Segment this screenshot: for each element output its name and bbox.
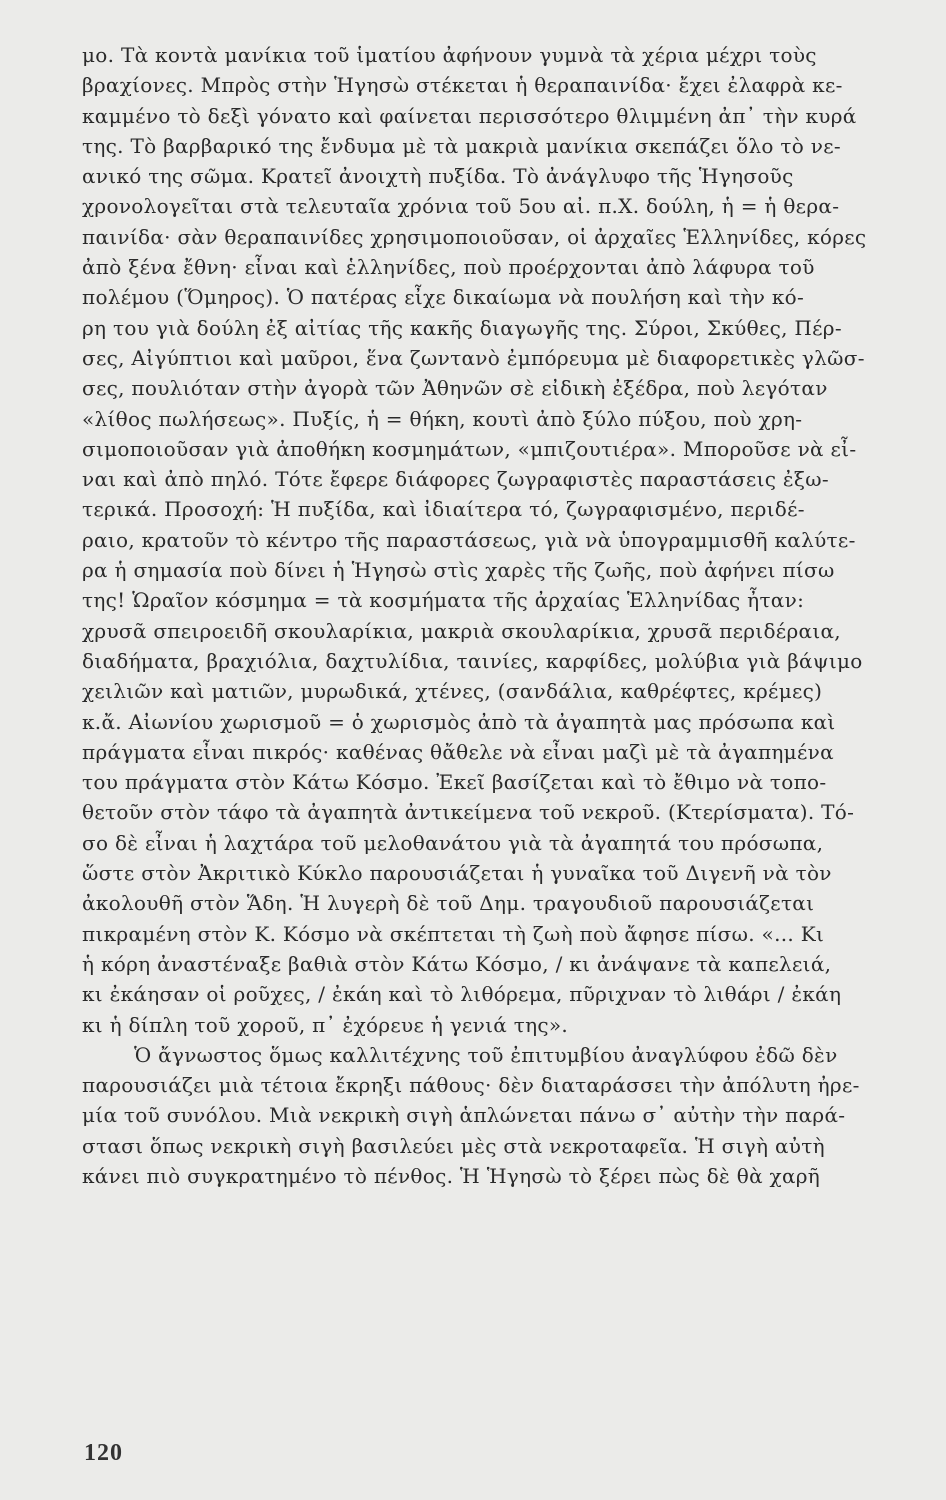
text-line: κι ἐκάησαν οἱ ροῦχες, / ἐκάη καὶ τὸ λιθόρεμα, πῦριχναν τὸ λιθάρι / ἐκάη — [82, 982, 842, 1007]
text-line: σες, Αἰγύπτιοι καὶ μαῦροι, ἕνα ζωντανὸ ἐμπόρευμα μὲ διαφορετικὲς γλῶσ- — [82, 345, 865, 370]
text-line: ναι καὶ ἀπὸ πηλό. Τότε ἔφερε διάφορες ζωγραφιστὲς παραστάσεις ἐξω- — [82, 467, 829, 492]
text-line: ἀκολουθῆ στὸν Ἅδη. Ἡ λυγερὴ δὲ τοῦ Δημ. τραγουδιοῦ παρουσιάζεται — [82, 891, 815, 916]
text-line: ὥστε στὸν Ἀκριτικὸ Κύκλο παρουσιάζεται ἡ γυναῖκα τοῦ Διγενῆ νὰ τὸν — [82, 861, 832, 886]
text-line: μο. Τὰ κοντὰ μανίκια τοῦ ἱματίου ἀφήνουν γυμνὰ τὰ χέρια μέχρι τοὺς — [82, 43, 817, 67]
text-line: του πράγματα στὸν Κάτω Κόσμο. Ἐκεῖ βασίζεται καὶ τὸ ἔθιμο νὰ τοπο- — [82, 770, 827, 795]
text-line: παινίδα· σὰν θεραπαινίδες χρησιμοποιοῦσαν, οἱ ἀρχαῖες Ἑλληνίδες, κόρες — [82, 224, 867, 249]
text-line: κι ἡ δίπλη τοῦ χοροῦ, π᾽ ἐχόρευε ἡ γενιά της». — [82, 1012, 569, 1037]
text-line: στασι ὅπως νεκρικὴ σιγὴ βασιλεύει μὲς στὰ νεκροταφεῖα. Ἡ σιγὴ αὐτὴ — [82, 1133, 825, 1158]
text-line: μία τοῦ συνόλου. Μιὰ νεκρικὴ σιγὴ ἁπλώνεται πάνω σ᾽ αὐτὴν τὴν παρά- — [82, 1103, 846, 1128]
text-line: πικραμένη στὸν Κ. Κόσμο νὰ σκέπτεται τὴ ζωὴ ποὺ ἄφησε πίσω. «... Κι — [82, 921, 825, 946]
text-line: ανικό της σῶμα. Κρατεῖ ἀνοιχτὴ πυξίδα. Τὸ ἀνάγλυφο τῆς Ἡγησοῦς — [82, 164, 794, 189]
text-line: ρα ἡ σημασία ποὺ δίνει ἡ Ἡγησὼ στὶς χαρὲς τῆς ζωῆς, ποὺ ἀφήνει πίσω — [82, 558, 835, 583]
text-line: σο δὲ εἶναι ἡ λαχτάρα τοῦ μελοθανάτου γιὰ τὰ ἀγαπητά του πρόσωπα, — [82, 830, 824, 855]
text-line: ραιο, κρατοῦν τὸ κέντρο τῆς παραστάσεως, γιὰ νὰ ὑπογραμμισθῆ καλύτε- — [82, 527, 856, 552]
text-line: βραχίονες. Μπρὸς στὴν Ἡγησὼ στέκεται ἡ θεραπαινίδα· ἔχει ἐλαφρὰ κε- — [82, 73, 843, 98]
text-line: κάνει πιὸ συγκρατημένο τὸ πένθος. Ἡ Ἡγησὼ τὸ ξέρει πὼς δὲ θὰ χαρῆ — [82, 1163, 821, 1188]
text-line: πράγματα εἶναι πικρός· καθένας θἄθελε νὰ εἶναι μαζὶ μὲ τὰ ἀγαπημένα — [82, 739, 834, 764]
text-line: της! Ὡραῖον κόσμημα = τὰ κοσμήματα τῆς ἀρχαίας Ἑλληνίδας ἦταν: — [82, 588, 805, 613]
text-line: σες, πουλιόταν στὴν ἀγορὰ τῶν Ἀθηνῶν σὲ εἰδικὴ ἐξέδρα, ποὺ λεγόταν — [82, 376, 828, 401]
text-line: πολέμου (Ὅμηρος). Ὁ πατέρας εἶχε δικαίωμα νὰ πουλήση καὶ τὴν κό- — [82, 285, 805, 310]
text-line: της. Τὸ βαρβαρικό της ἔνδυμα μὲ τὰ μακριὰ μανίκια σκεπάζει ὅλο τὸ νε- — [82, 133, 841, 158]
paragraph-first-line: Ὁ ἄγνωστος ὅμως καλλιτέχνης τοῦ ἐπιτυμβίου ἀναγλύφου ἐδῶ δὲν — [134, 1042, 838, 1067]
text-line: παρουσιάζει μιὰ τέτοια ἔκρηξι πάθους· δὲν διαταράσσει τὴν ἀπόλυτη ἠρε- — [82, 1073, 860, 1098]
text-line: διαδήματα, βραχιόλια, δαχτυλίδια, ταινίες, καρφίδες, μολύβια γιὰ βάψιμο — [82, 648, 863, 673]
text-line: κ.ἄ. Αἰωνίου χωρισμοῦ = ὁ χωρισμὸς ἀπὸ τὰ ἀγαπητὰ μας πρόσωπα καὶ — [82, 709, 836, 734]
text-line: χρυσᾶ σπειροειδῆ σκουλαρίκια, μακριὰ σκουλαρίκια, χρυσᾶ περιδέραια, — [82, 618, 841, 643]
text-line: ἡ κόρη ἀναστέναξε βαθιὰ στὸν Κάτω Κόσμο, / κι ἀνάψανε τὰ καπελειά, — [82, 951, 832, 976]
text-line: θετοῦν στὸν τάφο τὰ ἀγαπητὰ ἀντικείμενα τοῦ νεκροῦ. (Κτερίσματα). Τό- — [82, 800, 855, 825]
text-line: ρη του γιὰ δούλη ἐξ αἰτίας τῆς κακῆς διαγωγῆς της. Σύροι, Σκύθες, Πέρ- — [82, 315, 842, 340]
text-line: σιμοποιοῦσαν γιὰ ἀποθήκη κοσμημάτων, «μπιζουτιέρα». Μποροῦσε νὰ εἶ- — [82, 436, 857, 461]
text-line: ἀπὸ ξένα ἔθνη· εἶναι καὶ ἑλληνίδες, ποὺ προέρχονται ἀπὸ λάφυρα τοῦ — [82, 255, 815, 280]
page-number: 120 — [84, 1440, 123, 1466]
text-line: χρονολογεῖται στὰ τελευταῖα χρόνια τοῦ 5ου αἰ. π.Χ. δούλη, ἡ = ἡ θερα- — [82, 194, 840, 219]
text-line: τερικά. Προσοχή: Ἡ πυξίδα, καὶ ἰδιαίτερα τό, ζωγραφισμένο, περιδέ- — [82, 497, 805, 522]
text-line: καμμένο τὸ δεξὶ γόνατο καὶ φαίνεται περισσότερο θλιμμένη ἀπ᾽ τὴν κυρά — [82, 103, 857, 128]
body-text — [82, 40, 934, 1191]
text-line: χειλιῶν καὶ ματιῶν, μυρωδικά, χτένες, (σανδάλια, καθρέφτες, κρέμες) — [82, 679, 823, 704]
text-line: «λίθος πωλήσεως». Πυξίς, ἡ = θήκη, κουτὶ ἀπὸ ξύλο πύξου, ποὺ χρη- — [82, 406, 803, 431]
